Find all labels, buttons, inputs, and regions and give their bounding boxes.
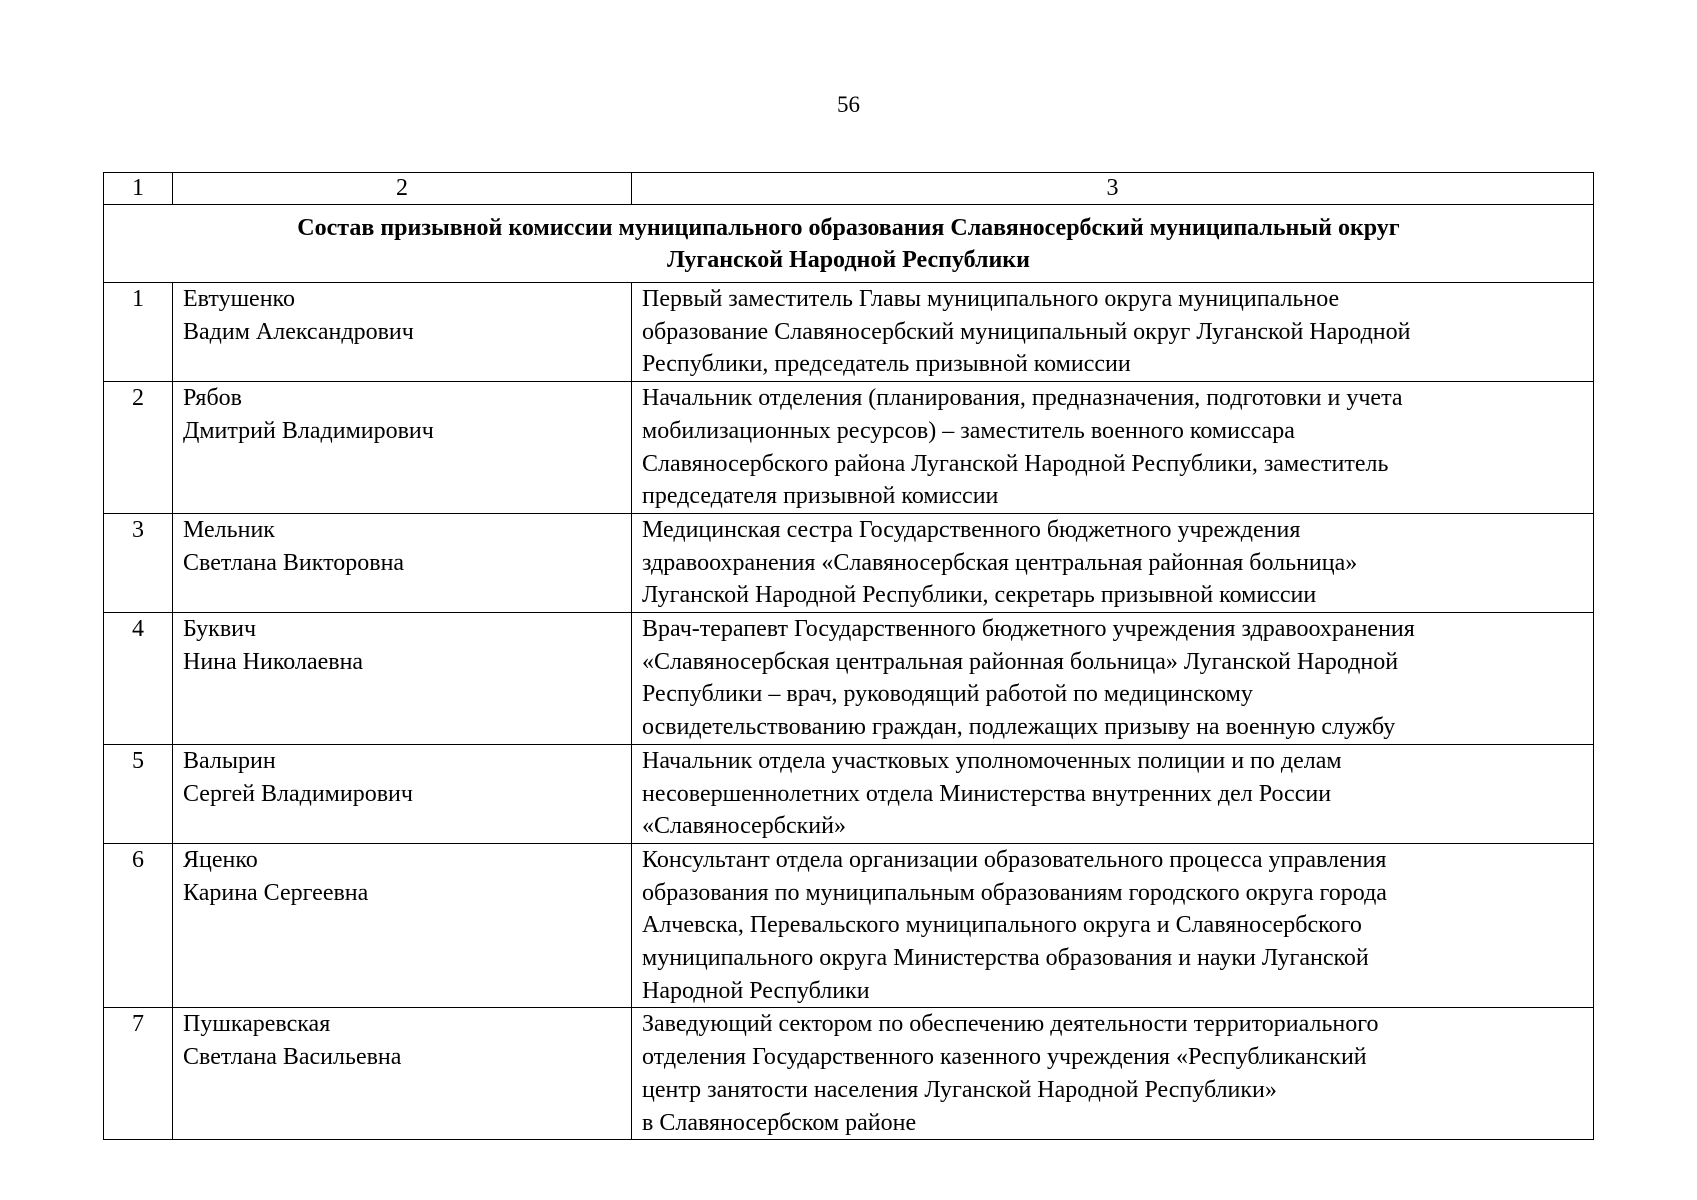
member-given-names: Нина Николаевна [183, 648, 364, 675]
column-number-1: 1 [104, 173, 173, 205]
member-name [173, 843, 632, 1008]
column-number-2: 2 [173, 173, 632, 205]
member-surname: Буквич [183, 616, 257, 643]
member-given-names: Светлана Викторовна [183, 549, 405, 576]
column-number-row [104, 173, 1594, 205]
member-surname: Пушкаревская [183, 1011, 331, 1038]
table-row [104, 382, 1594, 514]
row-number: 2 [104, 382, 173, 514]
member-position: Начальник отдела участковых уполномоченных полиции и по делам несовершеннолетних отдела Министерства внутренних дел России «Славяносербский» [632, 744, 1594, 843]
table-title-line-2: Луганской Народной Республики [667, 247, 1030, 273]
row-number: 1 [104, 283, 173, 382]
row-number: 5 [104, 744, 173, 843]
member-position: Врач-терапевт Государственного бюджетного учреждения здравоохранения «Славяносербская центральная районная больница» Луганской Народной Республики – врач, руководящий работой по медицинскому освидетельствованию граждан, подлежащих призыву на военную службу [632, 613, 1594, 745]
member-position: Заведующий сектором по обеспечению деятельности территориального отделения Государственного казенного учреждения «Республиканский центр занятости населения Луганской Народной Республики» в Славяносербском районе [632, 1008, 1594, 1140]
table-row [104, 283, 1594, 382]
member-given-names: Вадим Александрович [183, 318, 414, 345]
table-row [104, 613, 1594, 745]
table-title [104, 205, 1594, 283]
member-given-names: Светлана Васильевна [183, 1044, 402, 1071]
table-row [104, 744, 1594, 843]
member-given-names: Дмитрий Владимирович [183, 417, 434, 444]
member-surname: Мельник [183, 516, 275, 543]
member-name [173, 1008, 632, 1140]
table-row [104, 843, 1594, 1008]
member-surname: Евтушенко [183, 286, 295, 312]
row-number: 6 [104, 843, 173, 1008]
member-name [173, 744, 632, 843]
member-surname: Рябов [183, 385, 243, 412]
member-name [173, 613, 632, 745]
row-number: 3 [104, 513, 173, 612]
row-number: 4 [104, 613, 173, 745]
member-name [173, 283, 632, 382]
column-number-3: 3 [632, 173, 1594, 205]
member-position: Первый заместитель Главы муниципального округа муниципальное образование Славяносербский муниципальный округ Луганской Народной Республики, председатель призывной комиссии [632, 283, 1594, 382]
member-surname: Яценко [183, 846, 258, 873]
table-title-row [104, 205, 1594, 283]
member-name [173, 513, 632, 612]
member-given-names: Карина Сергеевна [183, 879, 369, 906]
table-row [104, 1008, 1594, 1140]
member-position: Консультант отдела организации образовательного процесса управления образования по муниципальным образованиям городского округа города Алчевска, Перевальского муниципального округа и Славяносербского муниципального округа Министерства образования и науки Луганской Народной Республики [632, 843, 1594, 1008]
member-position: Медицинская сестра Государственного бюджетного учреждения здравоохранения «Славяносербская центральная районная больница» Луганской Народной Республики, секретарь призывной комиссии [632, 513, 1594, 612]
member-surname: Валырин [183, 747, 276, 774]
page-number: 56 [837, 92, 860, 117]
commission-table [103, 172, 1594, 1140]
table-row [104, 513, 1594, 612]
member-position: Начальник отделения (планирования, предназначения, подготовки и учета мобилизационных ресурсов) – заместитель военного комиссара Славяносербского района Луганской Народной Республики, заместитель председателя призывной комиссии [632, 382, 1594, 514]
row-number: 7 [104, 1008, 173, 1140]
member-name [173, 382, 632, 514]
table-title-line-1: Состав призывной комиссии муниципального образования Славяносербский муниципальный округ [297, 215, 1400, 241]
member-given-names: Сергей Владимирович [183, 780, 413, 807]
